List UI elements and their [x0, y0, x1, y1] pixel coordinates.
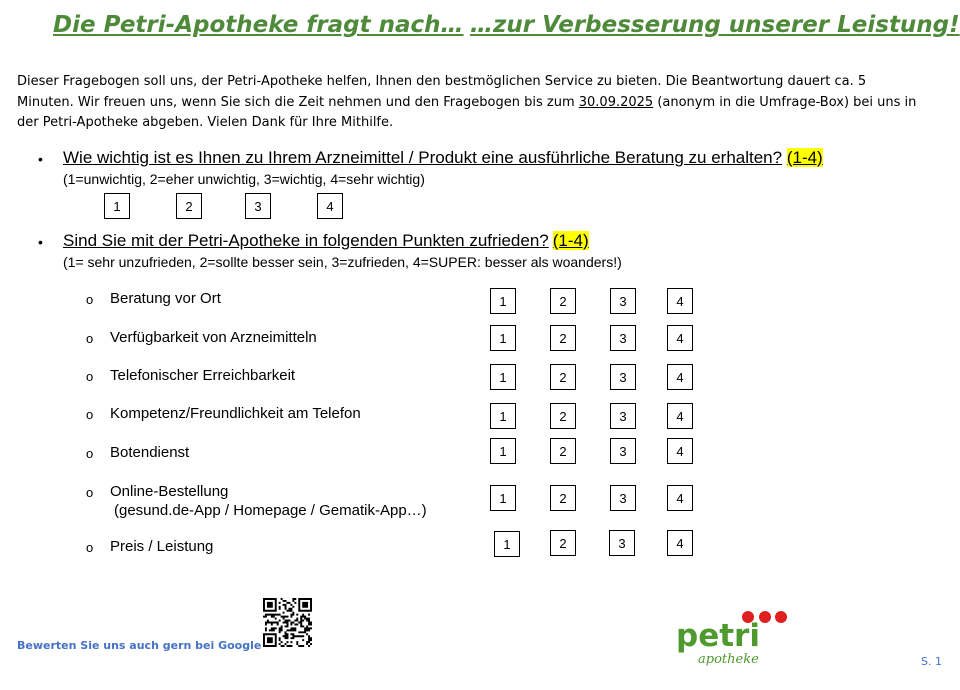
rating-box-item1-3[interactable]: 3 — [610, 288, 636, 314]
rating-box-q1-4[interactable]: 4 — [317, 193, 343, 219]
rating-box-item1-4[interactable]: 4 — [667, 288, 693, 314]
item-label-telefon: Telefonischer Erreichbarkeit — [110, 367, 296, 384]
item-marker: o — [86, 485, 94, 500]
rating-box-item2-1[interactable]: 1 — [490, 325, 516, 351]
rating-box-item4-4[interactable]: 4 — [667, 403, 693, 429]
rating-box-item4-3[interactable]: 3 — [610, 403, 636, 429]
logo-brand: petri — [676, 618, 760, 654]
rating-box-item6-1[interactable]: 1 — [490, 485, 516, 511]
rating-box-q1-3[interactable]: 3 — [245, 193, 271, 219]
rating-box-item4-1[interactable]: 1 — [490, 403, 516, 429]
item-label-botendienst: Botendienst — [110, 444, 190, 461]
deadline-date: 30.09.2025 — [578, 94, 654, 110]
rating-box-item6-2[interactable]: 2 — [550, 485, 576, 511]
item-marker: o — [86, 292, 94, 307]
bullet-q1: • — [38, 151, 43, 167]
bullet-q2: • — [38, 234, 43, 250]
logo-red-dot — [759, 611, 771, 623]
question-1-range: (1-4) — [786, 148, 823, 167]
rating-box-item5-2[interactable]: 2 — [550, 438, 576, 464]
rating-box-item7-2[interactable]: 2 — [550, 530, 576, 556]
rating-box-item1-1[interactable]: 1 — [490, 288, 516, 314]
qr-code-icon[interactable] — [263, 598, 312, 647]
rating-box-item2-2[interactable]: 2 — [550, 325, 576, 351]
rating-box-item5-3[interactable]: 3 — [610, 438, 636, 464]
google-review-text: Bewerten Sie uns auch gern bei Google — [17, 639, 262, 652]
intro-paragraph: Dieser Fragebogen soll uns, der Petri-Apotheke helfen, Ihnen den bestmöglichen Service zu bieten. Die Beantwortung dauert ca. 5 Minuten. Wir freuen uns, wenn Sie sich die Zeit nehmen und den Fragebogen bis zum 30.09.2025 (anonym in die Umfrage-Box) bei uns in der Petri-Apotheke abgeben. Vielen Dank für Ihre Mithilfe. — [17, 74, 917, 130]
logo-red-dot — [775, 611, 787, 623]
rating-box-item1-2[interactable]: 2 — [550, 288, 576, 314]
rating-box-item3-4[interactable]: 4 — [667, 364, 693, 390]
page-number: S. 1 — [921, 655, 942, 668]
rating-box-item2-4[interactable]: 4 — [667, 325, 693, 351]
petri-apotheke-logo — [672, 604, 794, 672]
rating-box-item6-4[interactable]: 4 — [667, 485, 693, 511]
question-2-range: (1-4) — [552, 231, 589, 250]
rating-box-item3-2[interactable]: 2 — [550, 364, 576, 390]
question-2: Sind Sie mit der Petri-Apotheke in folgenden Punkten zufrieden? (1-4) — [63, 231, 589, 250]
rating-box-q1-2[interactable]: 2 — [176, 193, 202, 219]
question-1-scale: (1=unwichtig, 2=eher unwichtig, 3=wichtig, 4=sehr wichtig) — [63, 171, 425, 187]
question-2-scale: (1= sehr unzufrieden, 2=sollte besser sein, 3=zufrieden, 4=SUPER: besser als woanders!) — [63, 254, 622, 270]
rating-box-item2-3[interactable]: 3 — [610, 325, 636, 351]
rating-box-item5-4[interactable]: 4 — [667, 438, 693, 464]
rating-box-item6-3[interactable]: 3 — [610, 485, 636, 511]
rating-box-item7-3[interactable]: 3 — [609, 530, 635, 556]
item-marker: o — [86, 540, 94, 555]
item-marker: o — [86, 446, 94, 461]
item-marker: o — [86, 331, 94, 346]
item-label-verfuegbarkeit: Verfügbarkeit von Arzneimitteln — [110, 329, 317, 346]
item-label-preis: Preis / Leistung — [110, 538, 214, 555]
rating-box-item3-3[interactable]: 3 — [610, 364, 636, 390]
rating-box-item4-2[interactable]: 2 — [550, 403, 576, 429]
item-marker: o — [86, 407, 94, 422]
title-right: …zur Verbesserung unserer Leistung! — [470, 12, 960, 38]
rating-box-item3-1[interactable]: 1 — [490, 364, 516, 390]
item-sublabel-online: (gesund.de-App / Homepage / Gematik-App…) — [114, 502, 427, 519]
item-label-kompetenz: Kompetenz/Freundlichkeit am Telefon — [110, 405, 361, 422]
item-marker: o — [86, 369, 94, 384]
rating-box-item5-1[interactable]: 1 — [490, 438, 516, 464]
logo-subtitle: apotheke — [698, 652, 759, 667]
title-left: Die Petri-Apotheke fragt nach… — [53, 12, 464, 38]
rating-box-item7-1[interactable]: 1 — [494, 531, 520, 557]
item-label-beratung: Beratung vor Ort — [110, 290, 221, 307]
item-label-online: Online-Bestellung — [110, 483, 229, 500]
rating-box-q1-1[interactable]: 1 — [104, 193, 130, 219]
rating-box-item7-4[interactable]: 4 — [667, 530, 693, 556]
question-1: Wie wichtig ist es Ihnen zu Ihrem Arzneimittel / Produkt eine ausführliche Beratung zu erhalten? (1-4) — [63, 148, 823, 167]
